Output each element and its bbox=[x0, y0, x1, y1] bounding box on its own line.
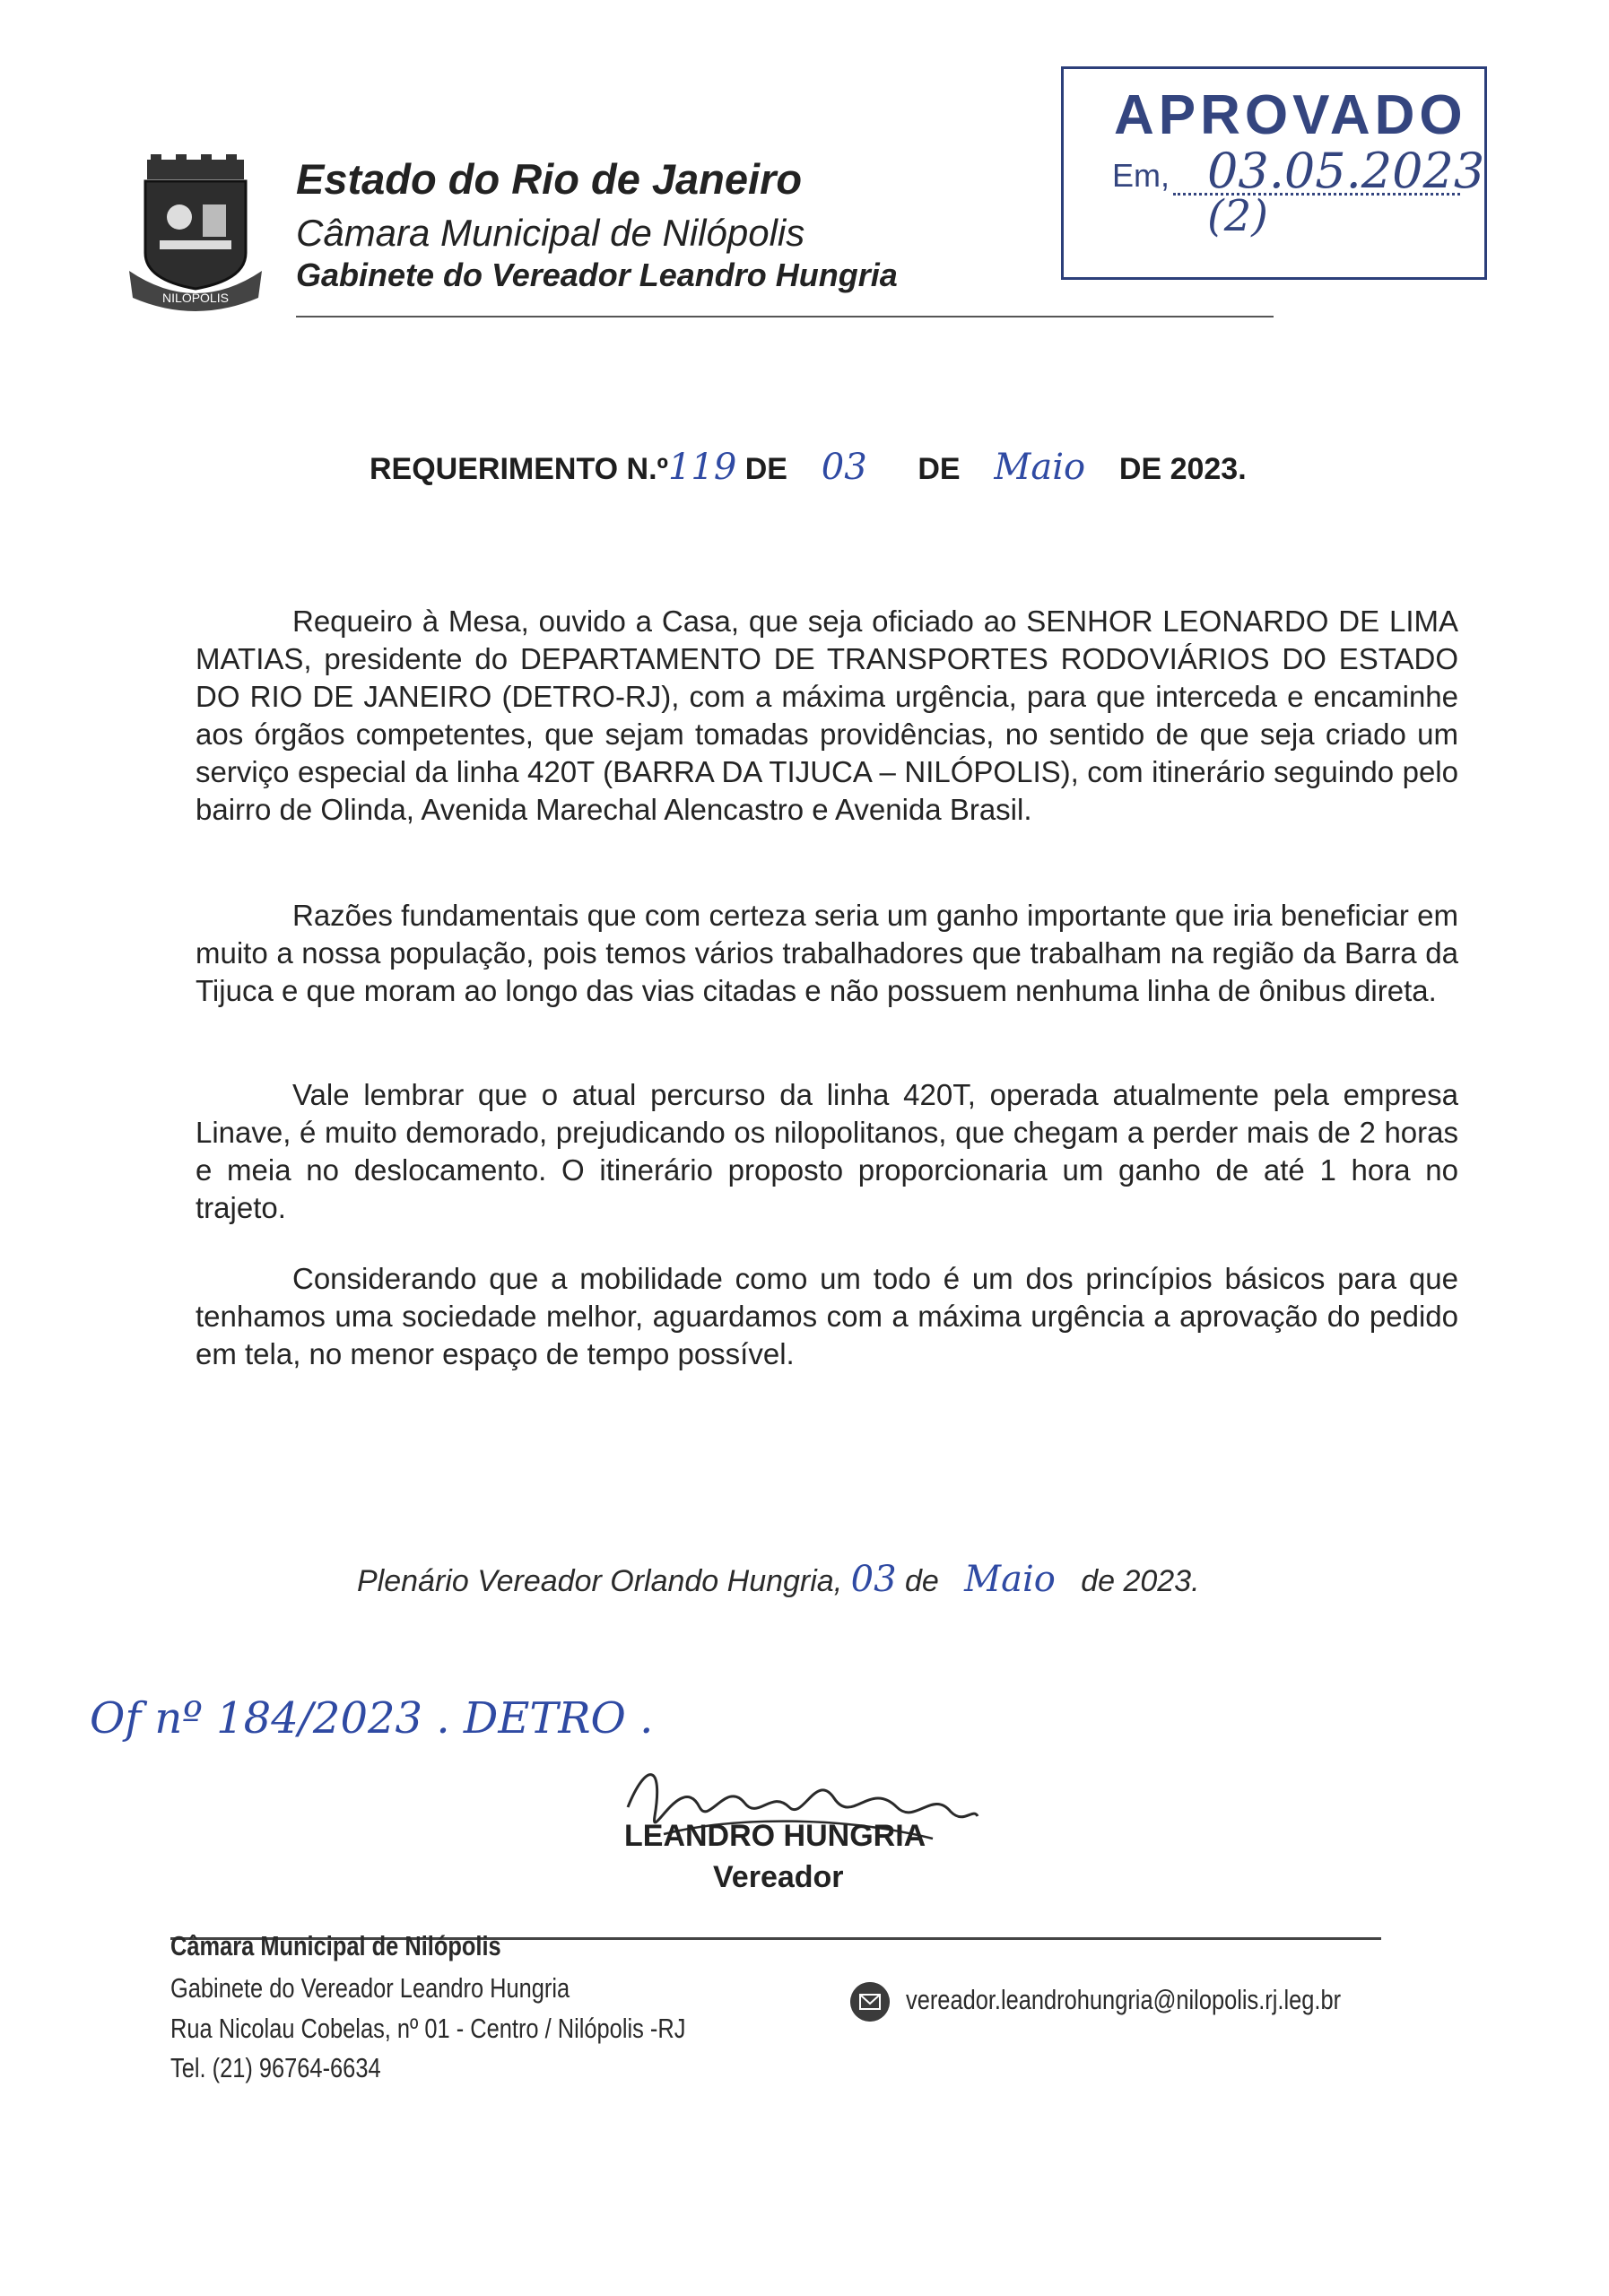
place-name: Plenário Vereador Orlando Hungria, bbox=[357, 1564, 843, 1598]
footer-phone: Tel. (21) 96764-6634 bbox=[170, 2052, 381, 2083]
paragraph-3 bbox=[196, 1076, 1458, 1227]
header-divider bbox=[296, 316, 1274, 317]
header-chamber: Câmara Municipal de Nilópolis bbox=[296, 212, 805, 254]
office-number-annotation: Of nº 184/2023 . DETRO . bbox=[90, 1693, 654, 1744]
paragraph-2 bbox=[196, 897, 1458, 1010]
stamp-date: 03.05.2023 bbox=[1207, 143, 1485, 199]
footer-email-link[interactable]: vereador.leandrohungria@nilopolis.rj.leg.br bbox=[906, 1984, 1342, 2015]
footer-office: Gabinete do Vereador Leandro Hungria bbox=[170, 1972, 570, 2004]
place-date-line bbox=[357, 1559, 1200, 1600]
request-year: DE 2023. bbox=[1118, 452, 1247, 486]
paragraph-1 bbox=[196, 603, 1458, 829]
stamp-em-label: Em, bbox=[1112, 157, 1170, 194]
footer-address: Rua Nicolau Cobelas, nº 01 - Centro / Nilópolis -RJ bbox=[170, 2013, 686, 2044]
closing-month: Maio bbox=[964, 1559, 1056, 1600]
header-state: Estado do Rio de Janeiro bbox=[296, 155, 803, 203]
request-de-2: DE bbox=[918, 452, 961, 486]
paragraph-4 bbox=[196, 1260, 1458, 1373]
approval-stamp bbox=[1061, 66, 1487, 280]
signature-name: LEANDRO HUNGRIA bbox=[624, 1819, 926, 1853]
municipal-crest-icon bbox=[124, 154, 267, 314]
stamp-title: APROVADO bbox=[1114, 84, 1467, 146]
paragraph-4-text: Considerando que a mobilidade como um todo é um dos princípios básicos para que tenhamos uma sociedade melhor, aguardamos com a máxima urgência a aprovação do pedido em tela, no menor espaço de tempo possível. bbox=[196, 1262, 1458, 1370]
paragraph-2-text: Razões fundamentais que com certeza seria um ganho importante que iria beneficiar em muito a nossa população, pois temos vários trabalhadores que trabalham na região da Barra da Tijuca e que moram ao longo das vias citadas e não possuem nenhuma linha de ônibus direta. bbox=[196, 899, 1458, 1007]
closing-day: 03 bbox=[850, 1559, 897, 1600]
closing-de: de bbox=[904, 1564, 939, 1598]
stamp-note: (2) bbox=[1207, 191, 1268, 241]
paragraph-1-text: Requeiro à Mesa, ouvido a Casa, que seja oficiado ao SENHOR LEONARDO DE LIMA MATIAS, presidente do DEPARTAMENTO DE TRANSPORTES RODOVIÁRIOS DO ESTADO DO RIO DE JANEIRO (DETRO-RJ), com a máxima urgência, para que interceda e encaminhe aos órgãos competentes, que sejam tomadas providências, no sentido de que seja criado um serviço especial da linha 420T (BARRA DA TIJUCA – NILÓPOLIS), com itinerário seguindo pelo bairro de Olinda, Avenida Marechal Alencastro e Avenida Brasil. bbox=[196, 604, 1458, 826]
request-de-1: DE bbox=[744, 452, 787, 486]
request-title bbox=[370, 447, 1247, 488]
request-month: Maio bbox=[994, 447, 1086, 488]
header-office: Gabinete do Vereador Leandro Hungria bbox=[296, 257, 898, 293]
crest-label: NILÓPOLIS bbox=[162, 291, 229, 305]
paragraph-3-text: Vale lembrar que o atual percurso da linha 420T, operada atualmente pela empresa Linave, é muito demorado, prejudicando os nilopolitanos, que chegam a perder mais de 2 horas e meia no deslocamento. O itinerário proposto proporcionaria um ganho de até 1 hora no trajeto. bbox=[196, 1078, 1458, 1224]
request-prefix: REQUERIMENTO N.º bbox=[370, 452, 668, 486]
request-number: 119 bbox=[667, 447, 737, 488]
request-day: 03 bbox=[821, 447, 867, 488]
closing-year: de 2023. bbox=[1081, 1564, 1200, 1598]
email-icon bbox=[850, 1982, 890, 2022]
signature-role: Vereador bbox=[713, 1860, 844, 1894]
footer-chamber-name: Câmara Municipal de Nilópolis bbox=[170, 1930, 501, 1961]
